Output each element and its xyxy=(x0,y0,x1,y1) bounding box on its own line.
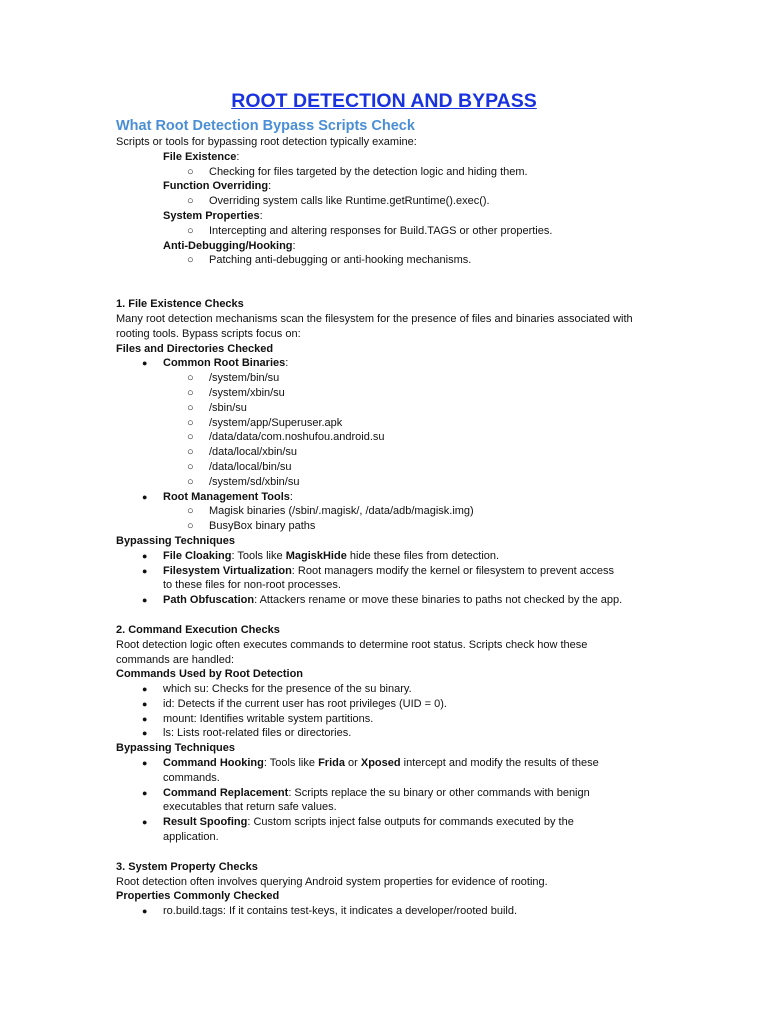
section-command-execution xyxy=(116,623,658,845)
circle-bullet-icon: ○ xyxy=(187,520,194,533)
section-subheading: Bypassing Techniques xyxy=(116,534,235,547)
section-paragraph: Root detection often involves querying Android system properties for evidence of rooting. xyxy=(116,875,548,888)
circle-bullet-icon: ○ xyxy=(187,372,194,385)
bullet-icon: ● xyxy=(142,684,148,695)
list-item: ● Path Obfuscation: Attackers rename or move these binaries to paths not checked by the app. xyxy=(142,594,623,607)
bullet-icon: ● xyxy=(142,698,148,709)
list-item: ● ro.build.tags: If it contains test-keys, it indicates a developer/rooted build. xyxy=(142,905,518,918)
examine-item-label: File Existence: xyxy=(163,150,240,163)
bullet-icon: ● xyxy=(142,565,148,576)
section-heading: 2. Command Execution Checks xyxy=(116,623,280,636)
list-item: ● Result Spoofing: Custom scripts inject false outputs for commands executed by the xyxy=(142,816,574,829)
circle-bullet-icon: ○ xyxy=(187,401,194,414)
section-subtitle: What Root Detection Bypass Scripts Check xyxy=(116,118,415,134)
section-file-existence xyxy=(116,297,658,608)
circle-bullet-icon: ○ xyxy=(187,195,194,208)
examine-item-label: Function Overriding: xyxy=(163,180,272,193)
list-item: ● Filesystem Virtualization: Root managers modify the kernel or filesystem to prevent access xyxy=(142,564,614,577)
circle-bullet-icon: ○ xyxy=(187,431,194,444)
bullet-icon: ● xyxy=(142,713,148,724)
bullet-icon: ● xyxy=(142,550,148,561)
bullet-icon: ● xyxy=(142,758,148,769)
list-item: ○ /system/bin/su xyxy=(187,372,280,385)
circle-bullet-icon: ○ xyxy=(187,386,194,399)
circle-bullet-icon: ○ xyxy=(187,416,194,429)
list-item: ○ /sbin/su xyxy=(187,401,247,414)
list-item: ● Command Replacement: Scripts replace the su binary or other commands with benign xyxy=(142,786,590,799)
circle-bullet-icon: ○ xyxy=(187,505,194,518)
section-subheading: Commands Used by Root Detection xyxy=(116,668,304,681)
intro-text: Scripts or tools for bypassing root detection typically examine: xyxy=(116,136,417,148)
section-paragraph: commands are handled: xyxy=(116,653,235,666)
list-item: ● Root Management Tools: xyxy=(142,490,293,503)
examine-item-label: System Properties: xyxy=(163,209,263,222)
examine-item-label: Anti-Debugging/Hooking: xyxy=(163,239,296,252)
document-title: ROOT DETECTION AND BYPASS xyxy=(231,90,537,112)
list-item: ● id: Detects if the current user has root privileges (UID = 0). xyxy=(142,697,447,710)
examine-list xyxy=(116,150,658,268)
list-item-continuation: to these files for non-root processes. xyxy=(163,579,341,592)
list-item: ● Command Hooking: Tools like Frida or Xposed intercept and modify the results of these xyxy=(142,757,599,770)
list-item: ○ /system/xbin/su xyxy=(187,386,285,399)
examine-item-detail: ○ Intercepting and altering responses for Build.TAGS or other properties. xyxy=(187,224,553,237)
list-item: ○ Magisk binaries (/sbin/.magisk/, /data/adb/magisk.img) xyxy=(187,505,474,518)
examine-item-detail: ○ Overriding system calls like Runtime.getRuntime().exec(). xyxy=(187,195,490,208)
circle-bullet-icon: ○ xyxy=(187,460,194,473)
bullet-icon: ● xyxy=(142,817,148,828)
bullet-icon: ● xyxy=(142,358,148,369)
section-heading: 3. System Property Checks xyxy=(116,860,258,873)
circle-bullet-icon: ○ xyxy=(187,224,194,237)
list-item: ○ BusyBox binary paths xyxy=(187,520,316,533)
circle-bullet-icon: ○ xyxy=(187,446,194,459)
circle-bullet-icon: ○ xyxy=(187,475,194,488)
section-paragraph: Many root detection mechanisms scan the filesystem for the presence of files and binaries associated with rooting tools. Bypass scripts focus on: xyxy=(116,312,633,340)
list-item: ● Common Root Binaries: xyxy=(142,357,289,370)
section-system-property xyxy=(116,860,658,919)
list-item-continuation: executables that return safe values. xyxy=(163,801,337,814)
bullet-icon: ● xyxy=(142,728,148,739)
list-item: ○ /data/local/bin/su xyxy=(187,460,292,473)
section-paragraph: Root detection logic often executes commands to determine root status. Scripts check how these xyxy=(116,638,588,651)
list-item-continuation: commands. xyxy=(163,771,220,784)
list-item: ● which su: Checks for the presence of the su binary. xyxy=(142,683,412,696)
section-subheading: Properties Commonly Checked xyxy=(116,890,280,903)
list-item: ○ /system/app/Superuser.apk xyxy=(187,416,343,429)
list-item-continuation: application. xyxy=(163,831,219,844)
circle-bullet-icon: ○ xyxy=(187,254,194,267)
section-subheading: Files and Directories Checked xyxy=(116,342,274,355)
section-heading: 1. File Existence Checks xyxy=(116,298,244,311)
list-item: ● File Cloaking: Tools like MagiskHide hide these files from detection. xyxy=(142,549,500,562)
document-body xyxy=(0,135,768,919)
bullet-icon: ● xyxy=(142,491,148,502)
circle-bullet-icon: ○ xyxy=(187,165,194,178)
examine-item-detail: ○ Patching anti-debugging or anti-hooking mechanisms. xyxy=(187,254,472,267)
list-item: ○ /data/data/com.noshufou.android.su xyxy=(187,431,385,444)
bullet-icon: ● xyxy=(142,906,148,917)
list-item: ● ls: Lists root-related files or directories. xyxy=(142,727,352,740)
examine-item-detail: ○ Checking for files targeted by the detection logic and hiding them. xyxy=(187,165,528,178)
bullet-icon: ● xyxy=(142,595,148,606)
bullet-icon: ● xyxy=(142,787,148,798)
section-subheading: Bypassing Techniques xyxy=(116,742,235,755)
list-item: ● mount: Identifies writable system partitions. xyxy=(142,712,374,725)
list-item: ○ /data/local/xbin/su xyxy=(187,446,298,459)
list-item: ○ /system/sd/xbin/su xyxy=(187,475,300,488)
